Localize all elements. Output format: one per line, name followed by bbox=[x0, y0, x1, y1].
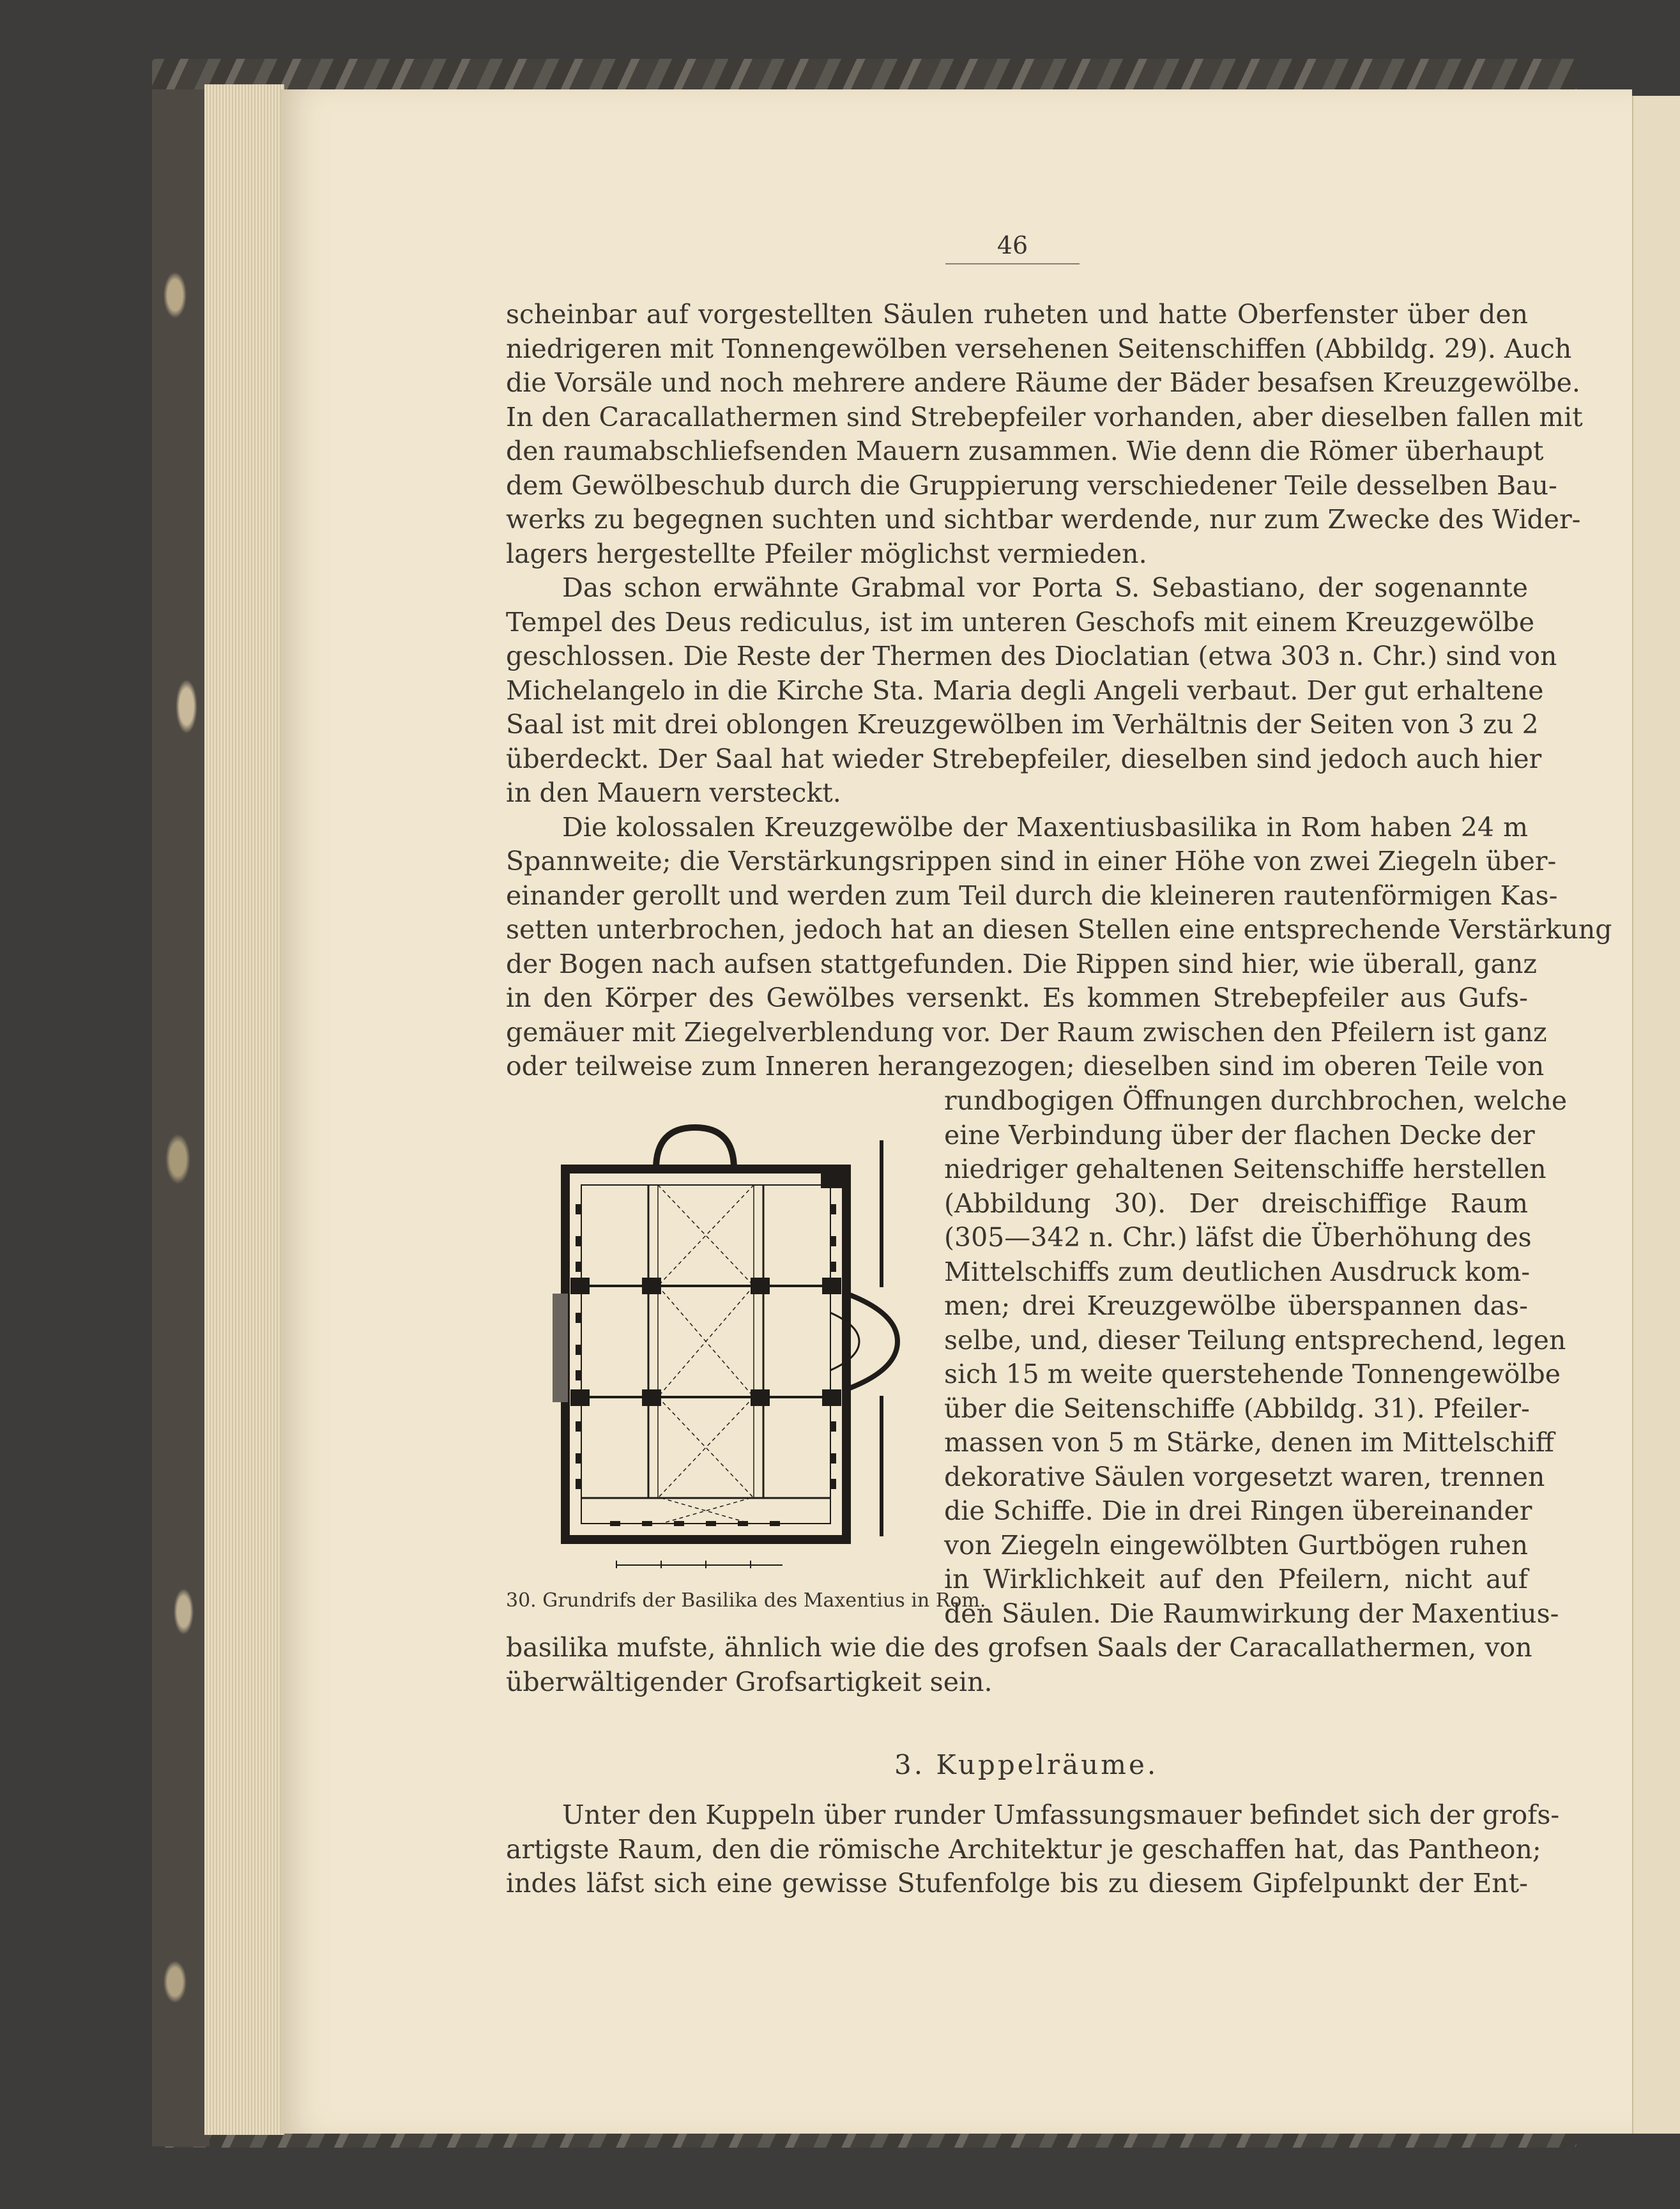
body-text-after-figure bbox=[506, 1631, 1532, 1699]
body-text-beside-figure bbox=[944, 1084, 1568, 1631]
text-line: rundbogigen Öffnungen durchbrochen, welche bbox=[944, 1085, 1568, 1116]
text-line: geschlossen. Die Reste der Thermen des Dioclatian (etwa 303 n. Chr.) sind von bbox=[506, 641, 1557, 671]
text-line: Die kolossalen Kreuzgewölbe der Maxentiusbasilika in Rom haben 24 m bbox=[562, 811, 1528, 843]
text-line: Unter den Kuppeln über runder Umfassungsmauer befindet sich der grofs- bbox=[562, 1800, 1560, 1830]
page-edges bbox=[204, 84, 284, 2135]
text-line: werks zu begegnen suchten und sichtbar werdende, nur zum Zwecke des Wider- bbox=[506, 504, 1581, 535]
text-line: die Schiffe. Die in drei Ringen übereinander bbox=[944, 1495, 1532, 1526]
marbled-edge bbox=[152, 89, 210, 2146]
text-line: sich 15 m weite querstehende Tonnengewölbe bbox=[944, 1359, 1561, 1389]
text-line: Saal ist mit drei oblongen Kreuzgewölben im Verhältnis der Seiten von 3 zu 2 bbox=[506, 709, 1539, 740]
text-line: einander gerollt und werden zum Teil durch die kleineren rautenförmigen Kas- bbox=[506, 880, 1558, 911]
body-text-bottom bbox=[506, 1798, 1560, 1901]
text-line: den Säulen. Die Raumwirkung der Maxentius- bbox=[944, 1598, 1559, 1629]
text-line: setten unterbrochen, jedoch hat an diesen Stellen eine entsprechende Verstärkung bbox=[506, 914, 1612, 945]
section-heading: 3. Kuppelräume. bbox=[894, 1749, 1159, 1780]
body-text-top bbox=[506, 298, 1612, 1084]
text-line: artigste Raum, den die römische Architektur je geschaffen hat, das Pantheon; bbox=[506, 1833, 1541, 1865]
text-line: gemäuer mit Ziegelverblendung vor. Der Raum zwischen den Pfeilern ist ganz bbox=[506, 1016, 1547, 1048]
text-line: indes läfst sich eine gewisse Stufenfolge bis zu diesem Gipfelpunkt der Ent- bbox=[506, 1868, 1528, 1899]
text-line: in den Mauern versteckt. bbox=[506, 777, 841, 808]
text-line: in den Körper des Gewölbes versenkt. Es kommen Strebepfeiler aus Gufs- bbox=[506, 982, 1528, 1013]
text-line: (305—342 n. Chr.) läfst die Überhöhung des bbox=[944, 1222, 1532, 1253]
next-page-edge bbox=[1632, 96, 1680, 2134]
text-line: oder teilweise zum Inneren herangezogen; dieselben sind im oberen Teile von bbox=[506, 1051, 1545, 1082]
text-line: basilika mufste, ähnlich wie die des grofsen Saals der Caracallathermen, von bbox=[506, 1632, 1532, 1663]
text-line: Michelangelo in die Kirche Sta. Maria degli Angeli verbaut. Der gut erhaltene bbox=[506, 675, 1544, 706]
text-line: Mittelschiffs zum deutlichen Ausdruck kom- bbox=[944, 1256, 1531, 1287]
text-line: die Vorsäle und noch mehrere andere Räume der Bäder besafsen Kreuzgewölbe. bbox=[506, 367, 1580, 398]
page-number: 46 bbox=[945, 231, 1080, 264]
text-line: in Wirklichkeit auf den Pfeilern, nicht auf bbox=[944, 1564, 1528, 1594]
text-line: der Bogen nach aufsen stattgefunden. Die Rippen sind hier, wie überall, ganz bbox=[506, 948, 1537, 979]
text-line: über die Seitenschiffe (Abbildg. 31). Pfeiler- bbox=[944, 1393, 1530, 1424]
text-line: massen von 5 m Stärke, denen im Mittelschiff bbox=[944, 1427, 1554, 1458]
text-line: eine Verbindung über der flachen Decke der bbox=[944, 1119, 1535, 1150]
text-line: scheinbar auf vorgestellten Säulen ruheten und hatte Oberfenster über den bbox=[506, 299, 1528, 330]
text-line: men; drei Kreuzgewölbe überspannen das- bbox=[944, 1290, 1528, 1321]
scale-bar bbox=[616, 1561, 783, 1568]
text-line: lagers hergestellte Pfeiler möglichst vermieden. bbox=[506, 538, 1147, 569]
text-line: In den Caracallathermen sind Strebepfeiler vorhanden, aber dieselben fallen mit bbox=[506, 401, 1583, 432]
basilica-floor-plan-figure bbox=[514, 1121, 929, 1581]
floor-plan-drawing bbox=[514, 1121, 929, 1581]
figure-caption: 30. Grundrifs der Basilika des Maxentius in Rom. bbox=[506, 1589, 986, 1612]
text-line: Spannweite; die Verstärkungsrippen sind in einer Höhe von zwei Ziegeln über- bbox=[506, 846, 1557, 876]
text-line: Das schon erwähnte Grabmal vor Porta S. Sebastiano, der sogenannte bbox=[562, 572, 1528, 603]
text-line: dekorative Säulen vorgesetzt waren, trennen bbox=[944, 1461, 1545, 1492]
text-line: niedriger gehaltenen Seitenschiffe herstellen bbox=[944, 1154, 1546, 1184]
text-line: überwältigender Grofsartigkeit sein. bbox=[506, 1666, 993, 1697]
text-line: dem Gewölbeschub durch die Gruppierung verschiedener Teile desselben Bau- bbox=[506, 470, 1557, 501]
text-line: niedrigeren mit Tonnengewölben versehenen Seitenschiffen (Abbildg. 29). Auch bbox=[506, 333, 1572, 364]
text-line: von Ziegeln eingewölbten Gurtbögen ruhen bbox=[944, 1529, 1528, 1561]
text-line: Tempel des Deus rediculus, ist im unteren Geschofs mit einem Kreuzgewölbe bbox=[506, 606, 1535, 638]
text-line: selbe, und, dieser Teilung entsprechend, legen bbox=[944, 1324, 1566, 1356]
text-line: (Abbildung 30). Der dreischiffige Raum bbox=[944, 1188, 1528, 1219]
text-line: den raumabschliefsenden Mauern zusammen. Wie denn die Römer überhaupt bbox=[506, 436, 1544, 466]
text-line: überdeckt. Der Saal hat wieder Strebepfeiler, dieselben sind jedoch auch hier bbox=[506, 743, 1542, 774]
